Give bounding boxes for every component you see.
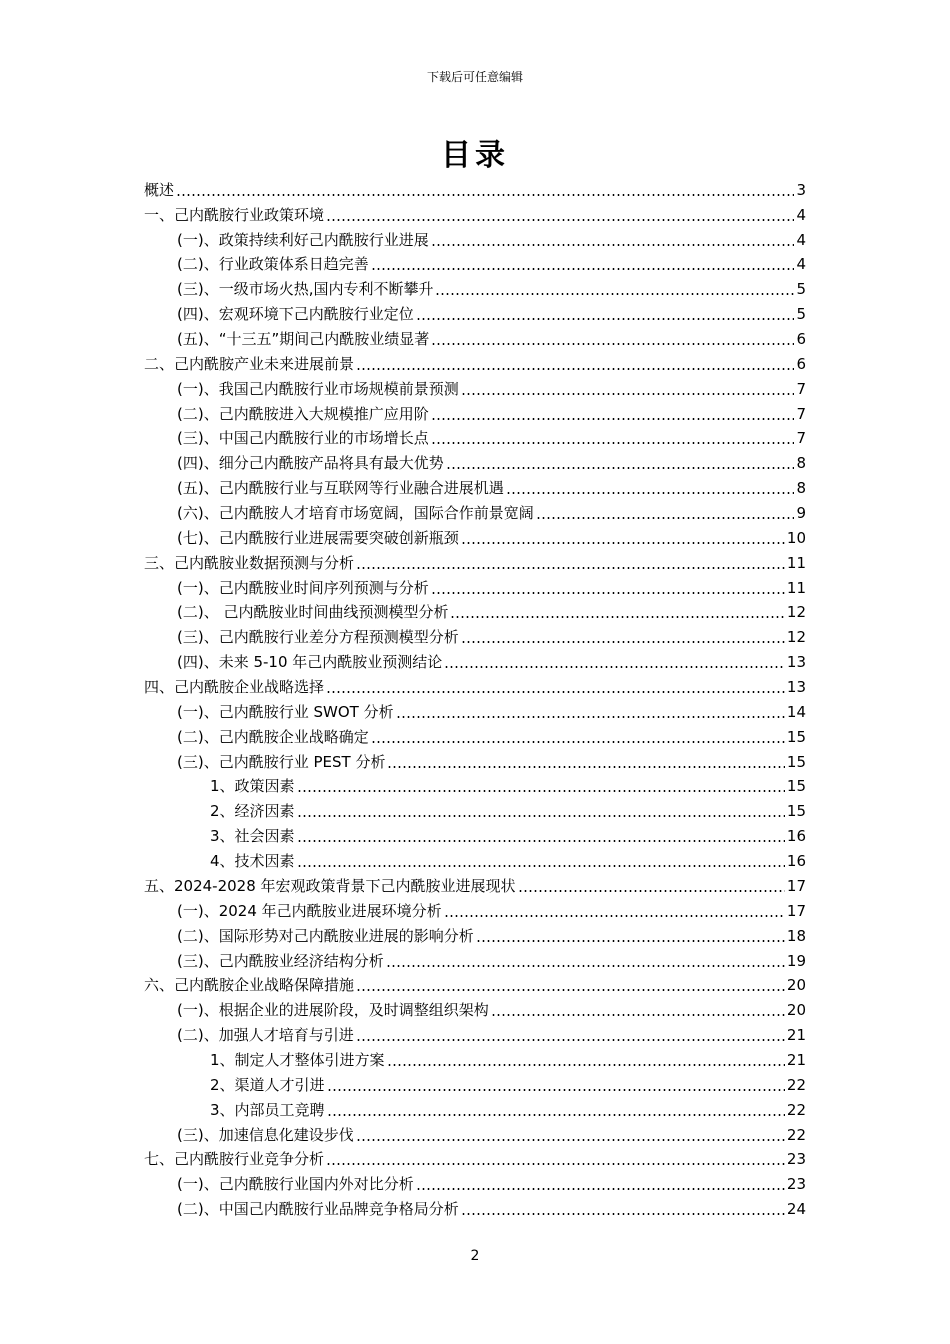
toc-entry-text: (五)、“十三五”期间己内酰胺业绩显著 <box>177 330 430 349</box>
toc-entry-page: 9 <box>796 504 806 523</box>
toc-entry-text: (四)、细分己内酰胺产品将具有最大优势 <box>177 454 444 473</box>
dot-leader <box>450 616 784 618</box>
toc-entry-text: 1、制定人才整体引进方案 <box>210 1050 385 1069</box>
toc-entry-page: 17 <box>786 901 806 920</box>
dot-leader <box>356 1139 785 1141</box>
dot-leader <box>371 741 785 743</box>
dot-leader <box>297 815 785 817</box>
toc-entry-text: (二)、国际形势对己内酰胺业进展的影响分析 <box>177 926 474 945</box>
toc-entry-text: (三)、中国己内酰胺行业的市场增长点 <box>177 429 429 448</box>
toc-entry-page: 4 <box>796 255 806 274</box>
toc-entry-text: 概述 <box>144 180 175 199</box>
toc-entry-text: (二)、 己内酰胺业时间曲线预测模型分析 <box>177 603 449 622</box>
dot-leader <box>416 1188 785 1190</box>
dot-leader <box>326 691 785 693</box>
toc-entry[interactable] <box>144 399 806 424</box>
toc-entry-text: (六)、己内酰胺人才培育市场宽阔，国际合作前景宽阔 <box>177 504 534 523</box>
toc-entry-page: 14 <box>786 702 806 721</box>
toc-entry-page: 21 <box>786 1050 806 1069</box>
toc-entry[interactable] <box>144 1070 806 1095</box>
toc-entry[interactable] <box>144 498 806 523</box>
toc-entry[interactable] <box>144 175 806 200</box>
toc-title: 目录 <box>441 138 509 173</box>
toc-entry[interactable] <box>144 796 806 821</box>
toc-entry[interactable] <box>144 1120 806 1145</box>
toc-entry-text: (五)、己内酰胺行业与互联网等行业融合进展机遇 <box>177 479 504 498</box>
toc-entry[interactable] <box>144 946 806 971</box>
toc-entry-page: 6 <box>796 330 806 349</box>
toc-entry[interactable] <box>144 250 806 275</box>
toc-entry-text: 四、己内酰胺企业战略选择 <box>144 678 325 697</box>
toc-entry[interactable] <box>144 523 806 548</box>
dot-leader <box>327 1089 785 1091</box>
toc-entry-text: (一)、我国己内酰胺行业市场规模前景预测 <box>177 379 459 398</box>
dot-leader <box>356 368 794 370</box>
dot-leader <box>518 890 785 892</box>
toc-entry-page: 5 <box>796 280 806 299</box>
toc-entry-page: 22 <box>786 1125 806 1144</box>
toc-entry[interactable] <box>144 1020 806 1045</box>
toc-entry-text: (一)、己内酰胺行业国内外对比分析 <box>177 1175 414 1194</box>
dot-leader <box>461 641 785 643</box>
dot-leader <box>461 393 795 395</box>
toc-entry-text: (一)、2024 年己内酰胺业进展环境分析 <box>177 901 442 920</box>
toc-entry-text: (三)、己内酰胺业经济结构分析 <box>177 951 384 970</box>
toc-entry-page: 7 <box>796 404 806 423</box>
toc-entry-page: 21 <box>786 1026 806 1045</box>
toc-entry[interactable] <box>144 1194 806 1219</box>
toc-entry[interactable] <box>144 722 806 747</box>
dot-leader <box>431 592 785 594</box>
toc-entry-page: 15 <box>786 727 806 746</box>
toc-entry-page: 16 <box>786 852 806 871</box>
toc-entry-text: (二)、中国己内酰胺行业品牌竞争格局分析 <box>177 1200 459 1219</box>
toc-entry-page: 4 <box>796 205 806 224</box>
dot-leader <box>431 244 795 246</box>
toc-entry-page: 17 <box>786 876 806 895</box>
dot-leader <box>444 666 785 668</box>
toc-entry-page: 19 <box>786 951 806 970</box>
toc-entry-text: (四)、宏观环境下己内酰胺行业定位 <box>177 305 414 324</box>
toc-entry-page: 6 <box>796 354 806 373</box>
toc-entry-page: 24 <box>786 1200 806 1219</box>
toc-entry-text: (一)、根据企业的进展阶段，及时调整组织架构 <box>177 1001 489 1020</box>
dot-leader <box>326 1163 785 1165</box>
toc-entry[interactable] <box>144 324 806 349</box>
dot-leader <box>356 567 785 569</box>
dot-leader <box>387 1064 785 1066</box>
toc-entry-page: 7 <box>796 379 806 398</box>
toc-entry[interactable] <box>144 1145 806 1170</box>
toc-entry[interactable] <box>144 1045 806 1070</box>
toc-entry[interactable] <box>144 896 806 921</box>
toc-entry[interactable] <box>144 971 806 996</box>
toc-entry[interactable] <box>144 473 806 498</box>
toc-entry[interactable] <box>144 374 806 399</box>
dot-leader <box>297 865 785 867</box>
toc-entry-page: 10 <box>786 528 806 547</box>
toc-entry[interactable] <box>144 424 806 449</box>
toc-entry-text: 1、政策因素 <box>210 777 295 796</box>
toc-entry[interactable] <box>144 672 806 697</box>
toc-entry-text: 2、渠道人才引进 <box>210 1075 325 1094</box>
toc-entry-text: 2、经济因素 <box>210 802 295 821</box>
toc-entry-page: 11 <box>786 578 806 597</box>
dot-leader <box>431 442 795 444</box>
toc-entry-page: 20 <box>786 1001 806 1020</box>
toc-entry-text: 五、2024-2028 年宏观政策背景下己内酰胺业进展现状 <box>144 876 516 895</box>
toc-entry-page: 15 <box>786 802 806 821</box>
toc-entry[interactable] <box>144 871 806 896</box>
toc-entry-text: 三、己内酰胺业数据预测与分析 <box>144 553 355 572</box>
toc-entry-text: 七、己内酰胺行业竞争分析 <box>144 1150 325 1169</box>
toc-entry-text: 二、己内酰胺产业未来进展前景 <box>144 354 355 373</box>
toc-entry[interactable] <box>144 225 806 250</box>
toc-entry[interactable] <box>144 349 806 374</box>
dot-leader <box>491 1014 785 1016</box>
toc-entry[interactable] <box>144 647 806 672</box>
toc-entry[interactable] <box>144 598 806 623</box>
toc-entry-page: 23 <box>786 1150 806 1169</box>
dot-leader <box>435 293 794 295</box>
dot-leader <box>431 343 794 345</box>
dot-leader <box>416 318 795 320</box>
dot-leader <box>461 1213 785 1215</box>
dot-leader <box>506 492 795 494</box>
toc-entry[interactable] <box>144 821 806 846</box>
toc-entry[interactable] <box>144 573 806 598</box>
toc-entry[interactable] <box>144 622 806 647</box>
toc-entry[interactable] <box>144 921 806 946</box>
toc-entry-text: (三)、一级市场火热,国内专利不断攀升 <box>177 280 434 299</box>
toc-entry-page: 11 <box>786 553 806 572</box>
toc-entry-text: (二)、己内酰胺进入大规模推广应用阶 <box>177 404 429 423</box>
toc-entry-text: 3、内部员工竞聘 <box>210 1100 325 1119</box>
toc-entry-page: 3 <box>796 180 806 199</box>
toc-entry-page: 13 <box>786 653 806 672</box>
toc-entry-page: 8 <box>796 479 806 498</box>
toc-entry-page: 7 <box>796 429 806 448</box>
toc-entry-text: 一、己内酰胺行业政策环境 <box>144 205 325 224</box>
dot-leader <box>461 542 785 544</box>
toc-entry-text: (一)、己内酰胺业时间序列预测与分析 <box>177 578 429 597</box>
toc-entry-text: (二)、己内酰胺企业战略确定 <box>177 727 369 746</box>
toc-entry[interactable] <box>144 1095 806 1120</box>
toc-entry-page: 15 <box>786 752 806 771</box>
dot-leader <box>536 517 795 519</box>
toc-entry-page: 13 <box>786 678 806 697</box>
toc-entry[interactable] <box>144 299 806 324</box>
toc-entry-page: 22 <box>786 1075 806 1094</box>
toc-entry-text: (三)、己内酰胺行业 PEST 分析 <box>177 752 386 771</box>
toc-entry-page: 15 <box>786 777 806 796</box>
toc-entry[interactable] <box>144 747 806 772</box>
page-header-note: 下载后可任意编辑 <box>426 70 523 84</box>
toc-entry[interactable] <box>144 846 806 871</box>
dot-leader <box>387 766 784 768</box>
dot-leader <box>327 1114 785 1116</box>
dot-leader <box>371 268 795 270</box>
toc-entry-page: 12 <box>786 628 806 647</box>
toc-entry[interactable] <box>144 548 806 573</box>
page-number: 2 <box>470 1248 480 1264</box>
dot-leader <box>476 940 785 942</box>
toc-entry-text: (七)、己内酰胺行业进展需要突破创新瓶颈 <box>177 528 459 547</box>
toc-entry-text: 4、技术因素 <box>210 852 295 871</box>
toc-entry[interactable] <box>144 274 806 299</box>
toc-entry[interactable] <box>144 1169 806 1194</box>
dot-leader <box>356 989 785 991</box>
dot-leader <box>444 915 785 917</box>
toc-entry-text: 3、社会因素 <box>210 827 295 846</box>
toc-entry-page: 8 <box>796 454 806 473</box>
dot-leader <box>446 467 795 469</box>
dot-leader <box>297 790 785 792</box>
toc-entry-page: 22 <box>786 1100 806 1119</box>
toc-entry[interactable] <box>144 995 806 1020</box>
toc-entry-page: 12 <box>786 603 806 622</box>
toc-entry-text: (四)、未来 5-10 年己内酰胺业预测结论 <box>177 653 443 672</box>
dot-leader <box>356 1039 785 1041</box>
toc-entry-text: (一)、政策持续利好己内酰胺行业进展 <box>177 230 429 249</box>
dot-leader <box>326 219 794 221</box>
dot-leader <box>297 840 785 842</box>
toc-entry-page: 4 <box>796 230 806 249</box>
dot-leader <box>176 194 794 196</box>
toc-entry[interactable] <box>144 448 806 473</box>
toc-entry-text: (三)、己内酰胺行业差分方程预测模型分析 <box>177 628 459 647</box>
dot-leader <box>396 716 785 718</box>
toc-entry-text: (二)、行业政策体系日趋完善 <box>177 255 369 274</box>
toc-entry-page: 23 <box>786 1175 806 1194</box>
toc-entry-text: (一)、己内酰胺行业 SWOT 分析 <box>177 702 394 721</box>
toc-entry-text: 六、己内酰胺企业战略保障措施 <box>144 976 355 995</box>
toc-entry-text: (二)、加强人才培育与引进 <box>177 1026 354 1045</box>
toc-entry-page: 16 <box>786 827 806 846</box>
toc-entry[interactable] <box>144 200 806 225</box>
toc-entry-page: 5 <box>796 305 806 324</box>
dot-leader <box>431 418 795 420</box>
toc-entry[interactable] <box>144 772 806 797</box>
toc-entry[interactable] <box>144 697 806 722</box>
table-of-contents <box>144 175 806 1219</box>
toc-entry-text: (三)、加速信息化建设步伐 <box>177 1125 354 1144</box>
dot-leader <box>386 965 785 967</box>
toc-entry-page: 18 <box>786 926 806 945</box>
toc-entry-page: 20 <box>786 976 806 995</box>
